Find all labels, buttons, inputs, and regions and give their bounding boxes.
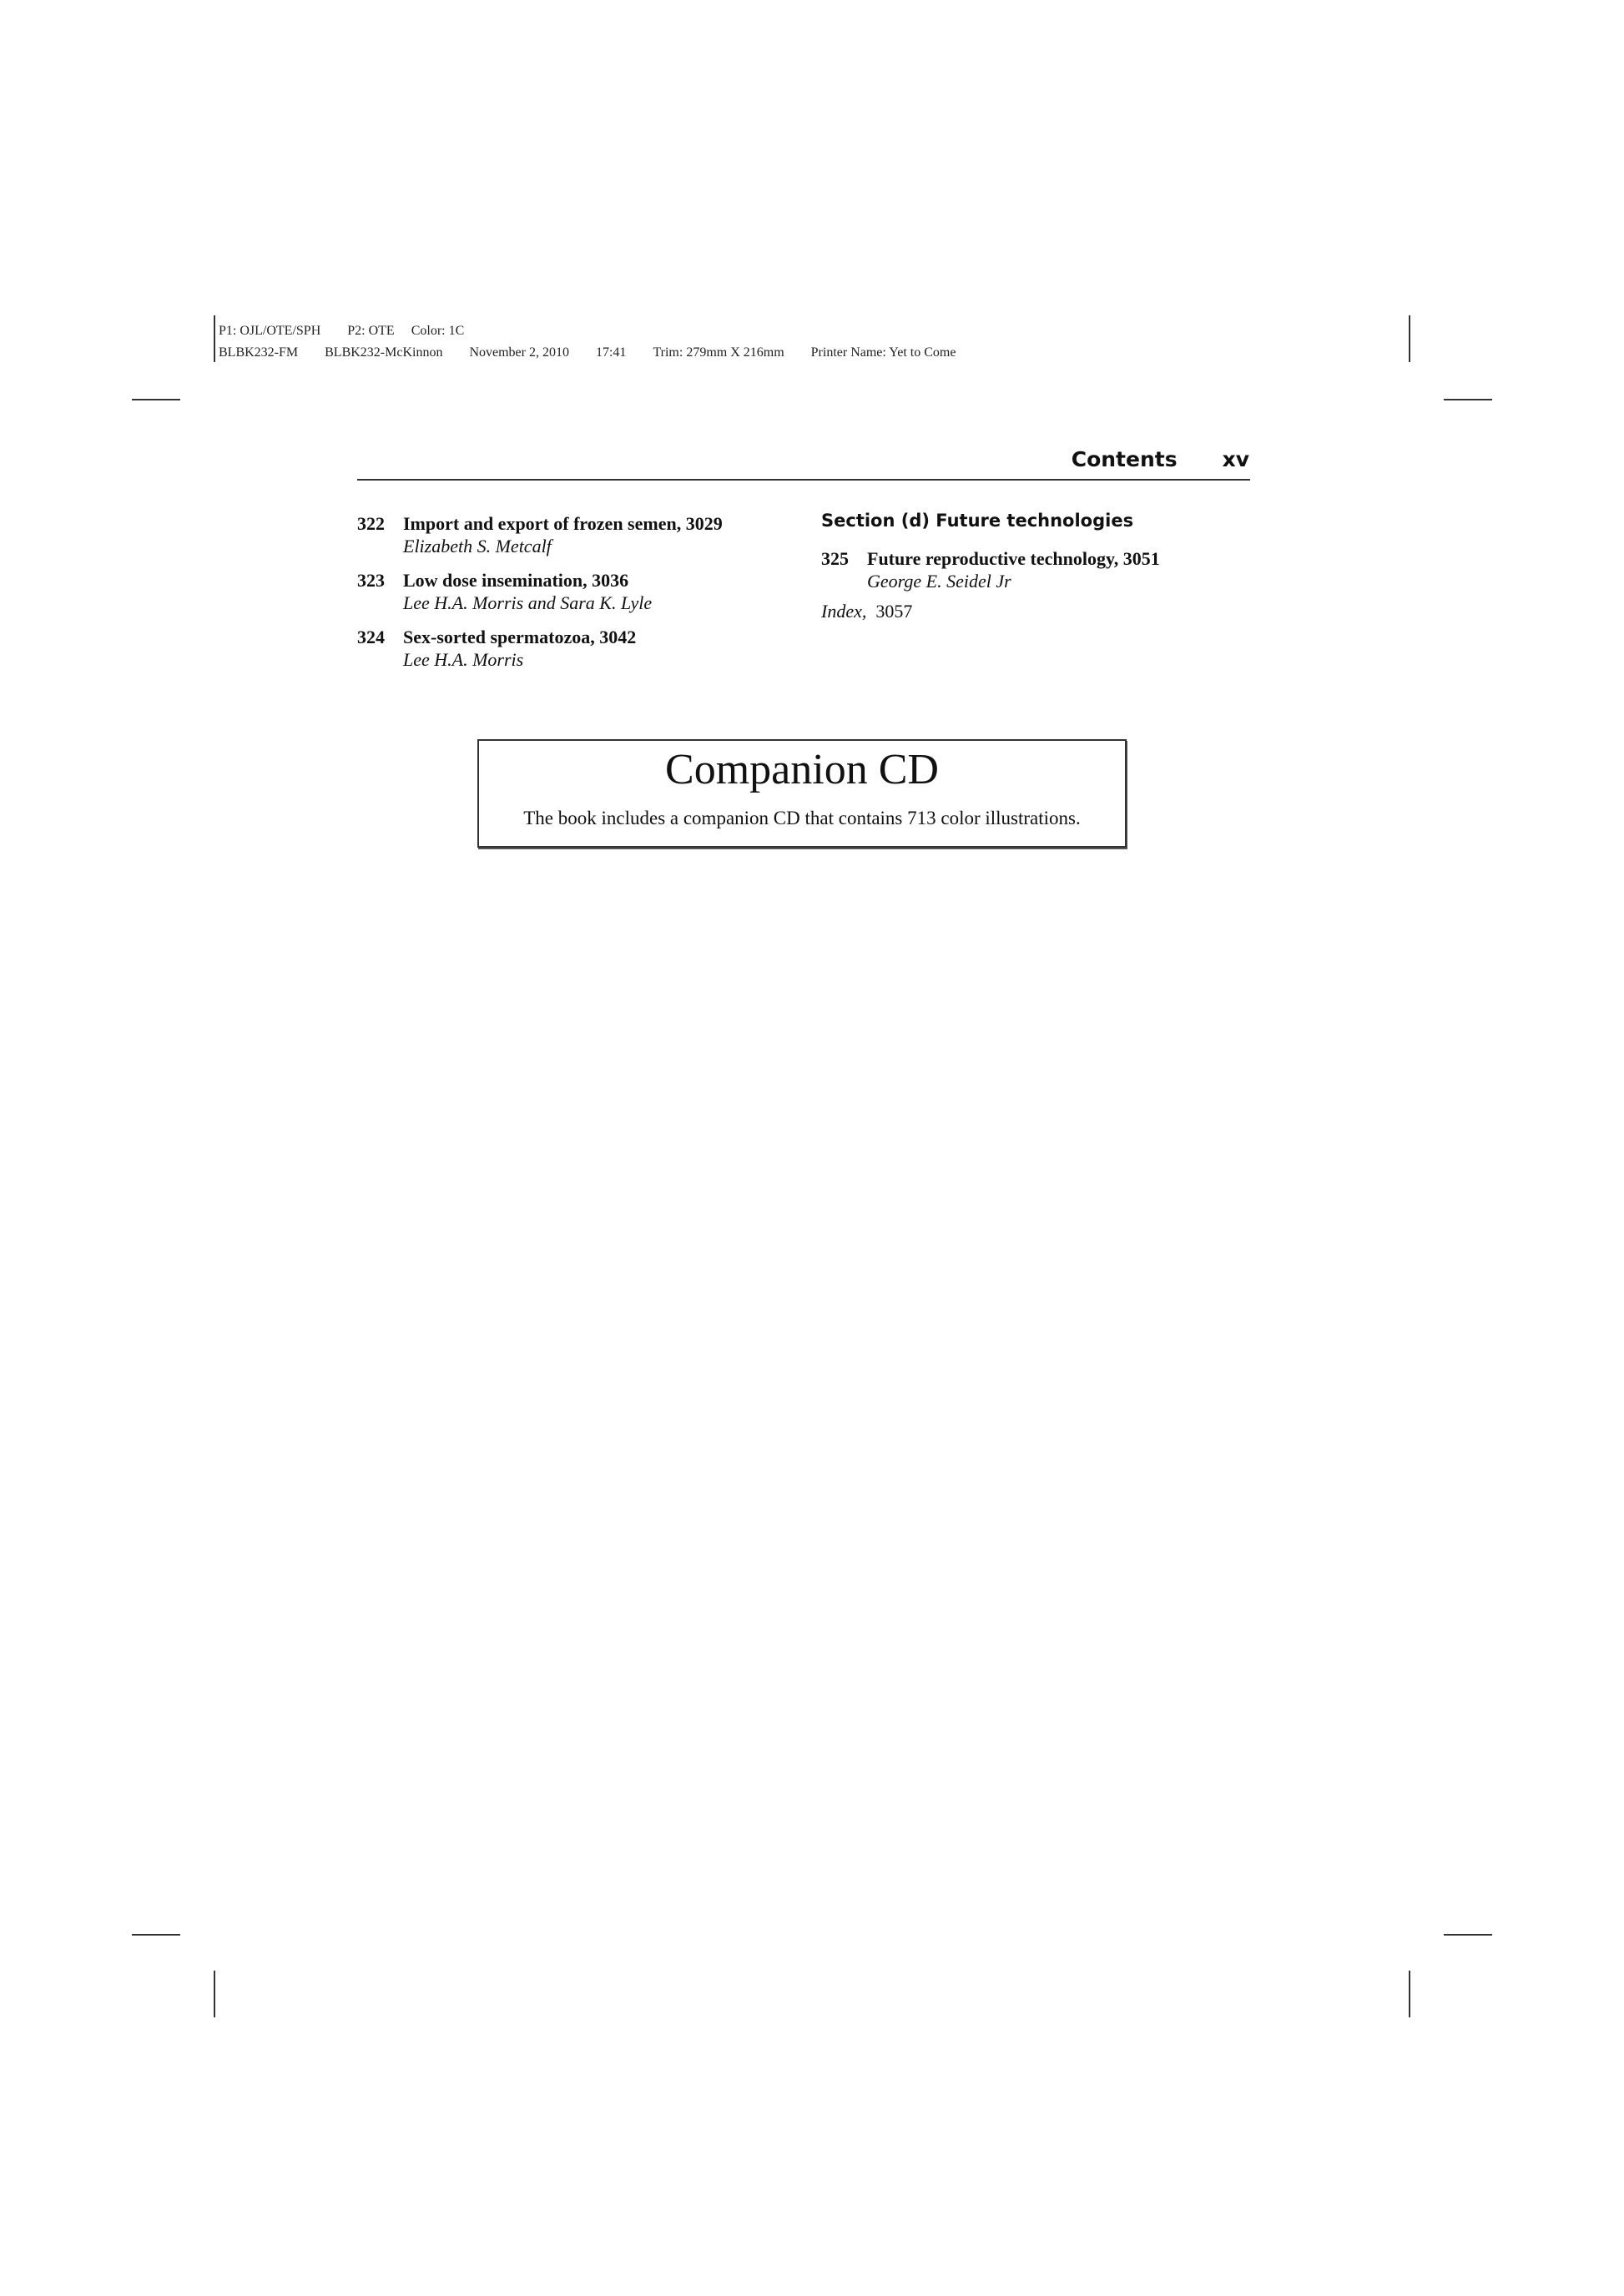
companion-cd-title: Companion CD (665, 746, 939, 793)
slug-proof-1: P1: OJL/OTE/SPH (219, 324, 321, 338)
slug-color: Color: 1C (411, 324, 465, 338)
crop-mark-bottom-left-horizontal (132, 1934, 180, 1936)
running-header-title: Contents (1071, 447, 1178, 471)
toc-chapter-title: Import and export of frozen semen, 3029 (403, 513, 723, 534)
toc-chapter-number: 323 (357, 570, 385, 591)
toc-chapter-title: Sex-sorted spermatozoa, 3042 (403, 627, 637, 647)
slug-file: BLBK232-FM (219, 345, 299, 360)
section-heading: Section (d) Future technologies (821, 511, 1134, 531)
index-page: 3057 (875, 601, 913, 622)
companion-cd-description: The book includes a companion CD that contains 713 color illustrations. (523, 808, 1081, 828)
crop-mark-top-right-vertical (1409, 315, 1410, 362)
companion-cd-box (477, 739, 1127, 848)
crop-mark-top-right-horizontal (1444, 399, 1492, 400)
toc-index-entry (821, 601, 912, 622)
slug-printer: Printer Name: Yet to Come (810, 345, 956, 360)
running-header (1072, 447, 1249, 471)
toc-chapter-number: 322 (357, 513, 385, 534)
header-rule (357, 479, 1250, 481)
slug-date: November 2, 2010 (469, 345, 569, 360)
printer-slug-line-2 (219, 345, 956, 360)
toc-chapter-number: 325 (821, 548, 849, 569)
index-label: Index, (821, 601, 867, 622)
page-number: xv (1222, 447, 1249, 471)
crop-mark-top-left-vertical (214, 315, 215, 362)
toc-chapter-title: Future reproductive technology, 3051 (867, 548, 1160, 569)
crop-mark-top-left-horizontal (132, 399, 180, 400)
slug-time: 17:41 (595, 345, 627, 360)
toc-chapter-title: Low dose insemination, 3036 (403, 570, 629, 591)
toc-chapter-author: George E. Seidel Jr (867, 571, 1011, 592)
crop-mark-bottom-right-horizontal (1444, 1934, 1492, 1936)
printer-slug-line-1 (219, 324, 464, 339)
toc-chapter-author: Elizabeth S. Metcalf (403, 536, 552, 556)
slug-book: BLBK232-McKinnon (325, 345, 443, 360)
slug-proof-2: P2: OTE (347, 324, 395, 338)
toc-chapter-number: 324 (357, 627, 385, 647)
toc-chapter-author: Lee H.A. Morris and Sara K. Lyle (403, 592, 653, 613)
crop-mark-bottom-left-vertical (214, 1971, 215, 2017)
slug-trim: Trim: 279mm X 216mm (653, 345, 784, 360)
toc-chapter-author: Lee H.A. Morris (403, 649, 524, 670)
crop-mark-bottom-right-vertical (1409, 1971, 1410, 2017)
